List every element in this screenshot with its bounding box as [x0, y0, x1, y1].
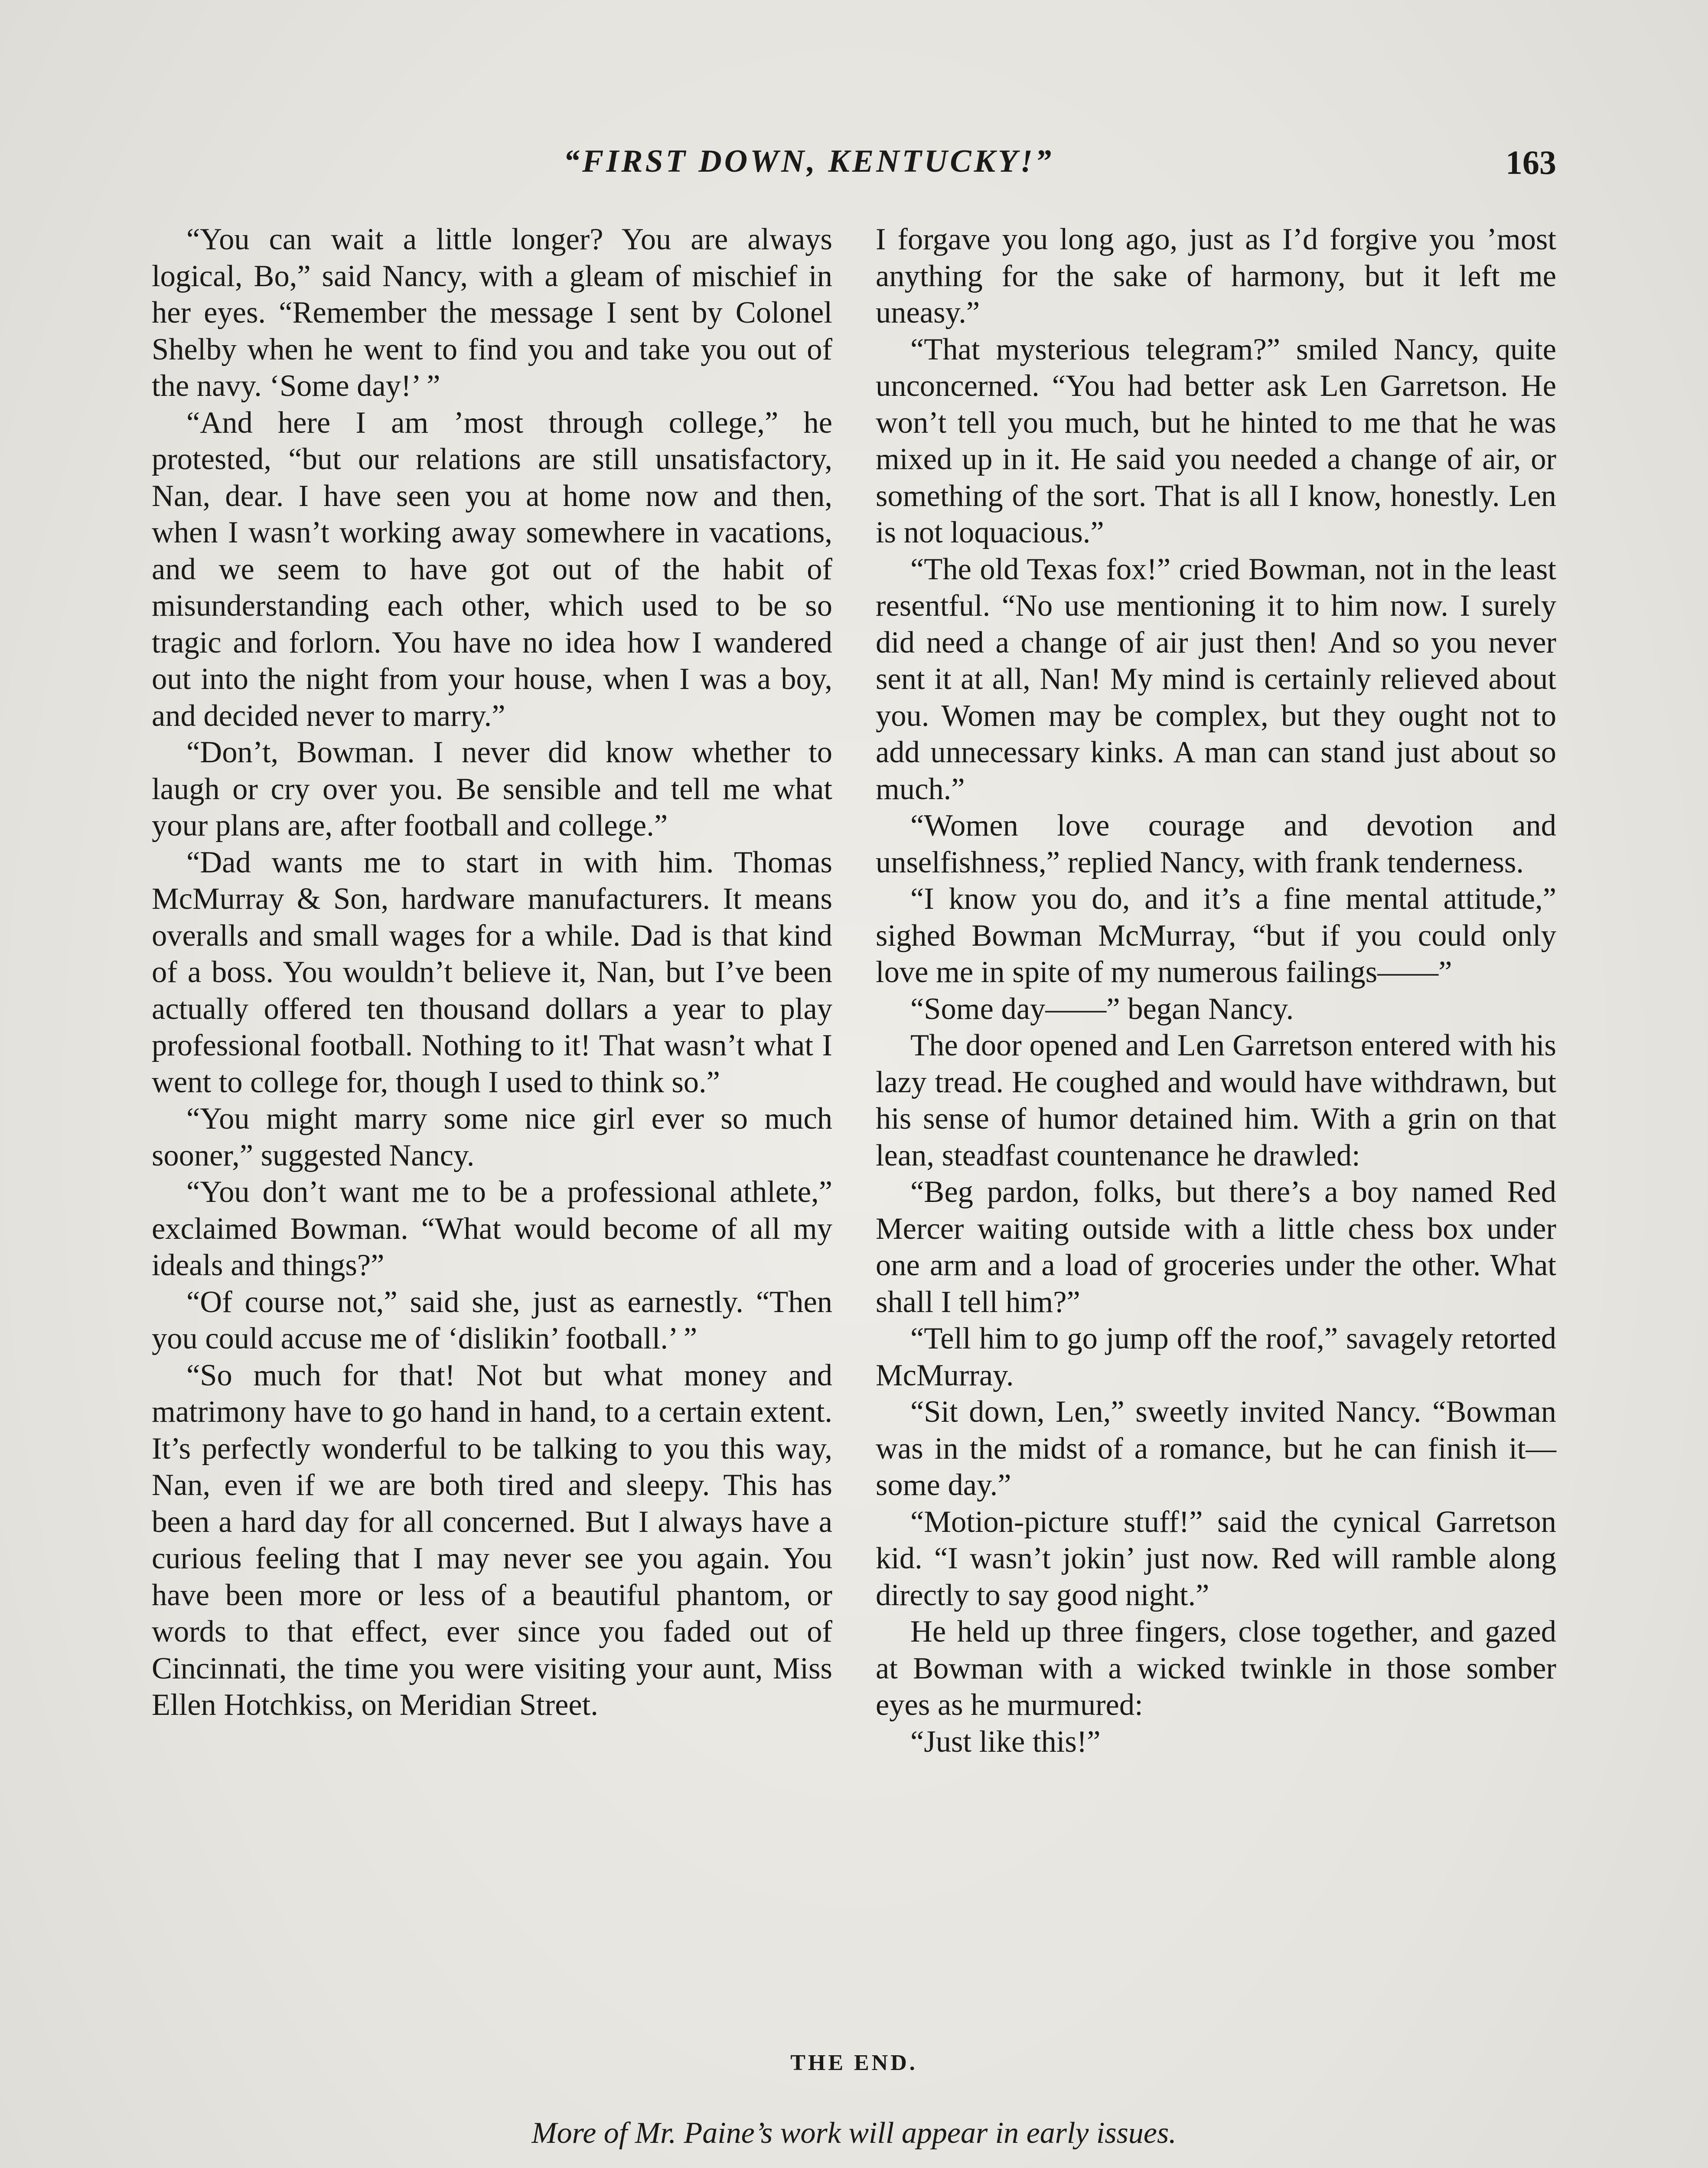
running-head: “FIRST DOWN, KENTUCKY!” — [564, 144, 1054, 179]
paragraph: The door opened and Len Garretson entered with his lazy tread. He coughed and would have withdrawn, but his sense of humor detained him. With a grin on that lean, steadfast countenance he drawled: — [876, 1028, 1556, 1172]
paragraph: “Tell him to go jump off the roof,” savagely retorted McMurray. — [876, 1322, 1556, 1392]
paragraph: “That mysterious telegram?” smiled Nancy, quite unconcerned. “You had better ask Len Garretson. He won’t tell you much, but he hinted to me that he was mixed up in it. He said you needed a change of air, or something of the sort. That is all I know, honestly. Len is not loquacious.” — [876, 332, 1556, 549]
paragraph: “You might marry some nice girl ever so much sooner,” suggested Nancy. — [152, 1102, 832, 1172]
paragraph: “And here I am ’most through college,” he protested, “but our relations are still unsatisfactory, Nan, dear. I have seen you at home now and then, when I wasn’t working away somewhere in vacations, and we seem to have got out of the habit of misunderstanding each other, which used to be so tragic and forlorn. You have no idea how I wandered out into the night from your house, when I was a boy, and decided never to marry.” — [152, 405, 832, 733]
paragraph: “Sit down, Len,” sweetly invited Nancy. “Bowman was in the midst of a romance, but he can finish it—some day.” — [876, 1395, 1556, 1502]
paragraph: “You can wait a little longer? You are always logical, Bo,” said Nancy, with a gleam of mischief in her eyes. “Remember the message I sent by Colonel Shelby when he went to find you and take you out of the navy. ‘Some day!’ ” — [152, 222, 832, 403]
paragraph: “You don’t want me to be a professional athlete,” exclaimed Bowman. “What would become of all my ideals and things?” — [152, 1175, 832, 1282]
paragraph: He held up three fingers, close together, and gazed at Bowman with a wicked twinkle in those somber eyes as he murmured: — [876, 1615, 1556, 1722]
paragraph: “Some day——” began Nancy. — [910, 992, 1294, 1026]
paragraph: “The old Texas fox!” cried Bowman, not in the least resentful. “No use mentioning it to him now. I surely did need a change of air just then! And so you never sent it at all, Nan! My mind is certainly relieved about you. Women may be complex, but they ought not to add unnecessary kinks. A man can stand just about so much.” — [876, 552, 1556, 806]
paragraph: “Motion-picture stuff!” said the cynical Garretson kid. “I wasn’t jokin’ just now. Red will ramble along directly to say good night.” — [876, 1505, 1556, 1612]
editor-note: More of Mr. Paine’s work will appear in early issues. — [531, 2116, 1177, 2150]
paragraph: “Don’t, Bowman. I never did know whether to laugh or cry over you. Be sensible and tell me what your plans are, after football and college.” — [152, 735, 832, 842]
paragraph: “So much for that! Not but what money and matrimony have to go hand in hand, to a certain extent. It’s perfectly wonderful to be talking to you this way, Nan, even if we are both tired and sleepy. This has been a hard day for all concerned. But I always have a curious feeling that I may never see you again. You have been more or less of a beautiful phantom, or words to that effect, ever since you faded out of Cincinnati, the time you were visiting your aunt, Miss Ellen Hotchkiss, on Meridian Street. — [152, 1358, 832, 1722]
paragraph-continued: I forgave you long ago, just as I’d forgive you ’most anything for the sake of harmony, but it left me uneasy.” — [876, 222, 1556, 330]
left-column — [152, 221, 832, 1724]
paragraph: “Just like this!” — [910, 1724, 1101, 1759]
paragraph: “Of course not,” said she, just as earnestly. “Then you could accuse me of ‘dislikin’ football.’ ” — [152, 1285, 832, 1355]
end-mark: THE END. — [790, 2050, 918, 2075]
page-number: 163 — [1506, 144, 1556, 181]
right-column — [876, 221, 1556, 1760]
paragraph: “Women love courage and devotion and unselfishness,” replied Nancy, with frank tenderness. — [876, 809, 1556, 879]
paragraph: “Dad wants me to start in with him. Thomas McMurray & Son, hardware manufacturers. It means overalls and small wages for a while. Dad is that kind of a boss. You wouldn’t believe it, Nan, but I’ve been actually offered ten thousand dollars a year to play professional football. Nothing to it! That wasn’t what I went to college for, though I used to think so.” — [152, 845, 832, 1099]
paragraph: “I know you do, and it’s a fine mental attitude,” sighed Bowman McMurray, “but if you could only love me in spite of my numerous failings——” — [876, 882, 1556, 989]
paragraph: “Beg pardon, folks, but there’s a boy named Red Mercer waiting outside with a little chess box under one arm and a load of groceries under the other. What shall I tell him?” — [876, 1175, 1556, 1319]
